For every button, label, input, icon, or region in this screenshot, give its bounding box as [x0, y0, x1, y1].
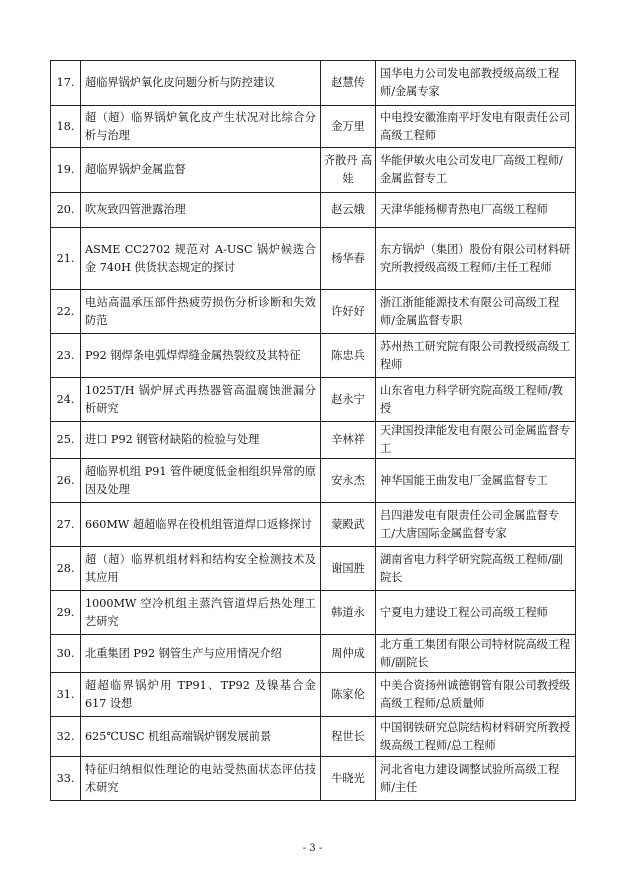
row-number: 17.: [51, 61, 81, 106]
table-row: [51, 61, 576, 106]
table-row: [51, 547, 576, 591]
table-row: [51, 717, 576, 757]
topic-cell: 特征归纳相似性理论的电站受热面状态评估技术研究: [81, 757, 321, 801]
author-cell: 牛晓光: [321, 757, 376, 801]
affiliation-cell: 浙江浙能能源技术有限公司高级工程师/金属监督专职: [376, 290, 576, 334]
row-number: 21.: [51, 228, 81, 290]
affiliation-cell: 河北省电力建设调整试验所高级工程师/主任: [376, 757, 576, 801]
author-cell: 赵永宁: [321, 378, 376, 422]
topic-cell: 电站高温承压部件热疲劳损伤分析诊断和失效防范: [81, 290, 321, 334]
affiliation-cell: 华能伊敏火电公司发电厂高级工程师/金属监督专工: [376, 148, 576, 193]
author-cell: 赵慧传: [321, 61, 376, 106]
table-row: [51, 228, 576, 290]
topic-cell: 吹灰致四管泄露治理: [81, 193, 321, 228]
author-cell: 金万里: [321, 106, 376, 148]
page-number: - 3 -: [302, 843, 323, 854]
author-cell: 齐散丹 高娃: [321, 148, 376, 193]
row-number: 18.: [51, 106, 81, 148]
table-row: [51, 193, 576, 228]
table-row: [51, 378, 576, 422]
row-number: 24.: [51, 378, 81, 422]
author-cell: 赵云娥: [321, 193, 376, 228]
speaker-table-body: [51, 61, 576, 801]
topic-cell: 660MW 超超临界在役机组管道焊口返修探讨: [81, 503, 321, 547]
topic-cell: 超临界锅炉氧化皮问题分析与防控建议: [81, 61, 321, 106]
topic-cell: 1025T/H 锅炉屏式再热器管高温腐蚀泄漏分析研究: [81, 378, 321, 422]
row-number: 28.: [51, 547, 81, 591]
author-cell: 蒙殿武: [321, 503, 376, 547]
author-cell: 韩道永: [321, 591, 376, 635]
row-number: 25.: [51, 422, 81, 459]
row-number: 27.: [51, 503, 81, 547]
row-number: 22.: [51, 290, 81, 334]
row-number: 30.: [51, 635, 81, 673]
table-row: [51, 635, 576, 673]
table-row: [51, 334, 576, 378]
topic-cell: 1000MW 空冷机组主蒸汽管道焊后热处理工艺研究: [81, 591, 321, 635]
table-row: [51, 148, 576, 193]
topic-cell: 超（超）临界机组材料和结构安全检测技术及其应用: [81, 547, 321, 591]
author-cell: 安永杰: [321, 459, 376, 503]
author-cell: 杨华春: [321, 228, 376, 290]
row-number: 19.: [51, 148, 81, 193]
affiliation-cell: 中电投安徽淮南平圩发电有限责任公司高级工程师: [376, 106, 576, 148]
table-row: [51, 757, 576, 801]
author-cell: 陈忠兵: [321, 334, 376, 378]
topic-cell: 超超临界锅炉用 TP91、TP92 及镍基合金 617 设想: [81, 673, 321, 717]
table-row: [51, 673, 576, 717]
topic-cell: 超临界锅炉金属监督: [81, 148, 321, 193]
affiliation-cell: 山东省电力科学研究院高级工程师/教授: [376, 378, 576, 422]
affiliation-cell: 国华电力公司发电部教授级高级工程师/金属专家: [376, 61, 576, 106]
row-number: 29.: [51, 591, 81, 635]
topic-cell: 625℃USC 机组高端锅炉钢发展前景: [81, 717, 321, 757]
affiliation-cell: 苏州热工研究院有限公司教授级高级工程师: [376, 334, 576, 378]
affiliation-cell: 东方锅炉（集团）股份有限公司材料研究所教授级高级工程师/主任工程师: [376, 228, 576, 290]
topic-cell: 超（超）临界锅炉氧化皮产生状况对比综合分析与治理: [81, 106, 321, 148]
author-cell: 辛林祥: [321, 422, 376, 459]
affiliation-cell: 中国钢铁研究总院结构材料研究所教授级高级工程师/总工程师: [376, 717, 576, 757]
author-cell: 程世长: [321, 717, 376, 757]
speaker-table: [50, 60, 576, 801]
row-number: 33.: [51, 757, 81, 801]
affiliation-cell: 宁夏电力建设工程公司高级工程师: [376, 591, 576, 635]
row-number: 20.: [51, 193, 81, 228]
author-cell: 许好好: [321, 290, 376, 334]
row-number: 23.: [51, 334, 81, 378]
table-row: [51, 459, 576, 503]
affiliation-cell: 吕四港发电有限责任公司金属监督专工/大唐国际金属监督专家: [376, 503, 576, 547]
topic-cell: 北重集团 P92 钢管生产与应用情况介绍: [81, 635, 321, 673]
affiliation-cell: 北方重工集团有限公司特材院高级工程师/副院长: [376, 635, 576, 673]
topic-cell: ASME CC2702 规范对 A-USC 锅炉候选合金 740H 供货状态规定的探讨: [81, 228, 321, 290]
affiliation-cell: 天津华能杨柳青热电厂高级工程师: [376, 193, 576, 228]
table-row: [51, 591, 576, 635]
affiliation-cell: 湖南省电力科学研究院高级工程师/副院长: [376, 547, 576, 591]
table-row: [51, 503, 576, 547]
row-number: 31.: [51, 673, 81, 717]
affiliation-cell: 中美合资扬州诚德钢管有限公司教授级高级工程师/总质量师: [376, 673, 576, 717]
author-cell: 陈家伦: [321, 673, 376, 717]
table-row: [51, 290, 576, 334]
topic-cell: 进口 P92 钢管材缺陷的检验与处理: [81, 422, 321, 459]
row-number: 32.: [51, 717, 81, 757]
topic-cell: P92 钢焊条电弧焊焊缝金属热裂纹及其特征: [81, 334, 321, 378]
author-cell: 周仲成: [321, 635, 376, 673]
affiliation-cell: 神华国能王曲发电厂金属监督专工: [376, 459, 576, 503]
table-row: [51, 422, 576, 459]
author-cell: 谢国胜: [321, 547, 376, 591]
affiliation-cell: 天津国投津能发电有限公司金属监督专工: [376, 422, 576, 459]
topic-cell: 超临界机组 P91 管件硬度低金相组织异常的原因及处理: [81, 459, 321, 503]
table-row: [51, 106, 576, 148]
row-number: 26.: [51, 459, 81, 503]
